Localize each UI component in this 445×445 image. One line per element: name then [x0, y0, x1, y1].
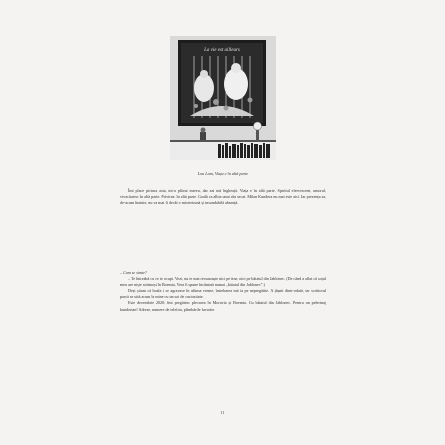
dialogue-block: [120, 264, 326, 313]
intro-paragraph-block: [120, 188, 326, 206]
photo-painting-interior: [170, 36, 276, 160]
paragraph: – Te întreabă cu ce te ocupi. Vezi, nu te mai recunoaște nici pe tine, nici pe băiatul din Jablonec. (De când a aflat că soțul meu are niște strămoși în Boemia, Vera îi spune încântată numai „băiatul din Jablonec”.): [120, 276, 326, 288]
paragraph: Deși știam că boala i se agravase în ultima vreme, întrebarea mă ia pe nepregătite. A țâșnit dintr-odată, iar scriitorul parcă se uită acum la mine cu un soi de curiozitate.: [120, 288, 326, 300]
photo-figure: [170, 36, 276, 160]
paragraph: Îmi place pictura asta, mi-a plăcut mereu, dar azi mă îngheață. Viața e în altă parte. Spiritul efervescent, umorul, vivacitatea: în altă parte. Privirea: în altă parte. Goală ca albia unui râu secat. Milan Kundera nu mai este aici. Iar prezența sa, de-acum înainte, nu va mai fi decât o misterioasă și insondabilă absență.: [120, 188, 326, 206]
dialogue-line: – Cum se simte?: [120, 270, 147, 275]
page-number: 11: [220, 410, 225, 415]
figure-caption: Lou Lam, Viața e în altă parte: [197, 171, 249, 176]
painting-text: La vie est ailleurs: [204, 48, 240, 53]
paragraph: Este decembrie 2020: îmi pregătesc plecarea în Moravia și Boemia. Cu băiatul din Jablonec. Pentru un pelerinaj kunderian! Adrese, numere de telefon, plimbările favorite: [120, 300, 326, 312]
